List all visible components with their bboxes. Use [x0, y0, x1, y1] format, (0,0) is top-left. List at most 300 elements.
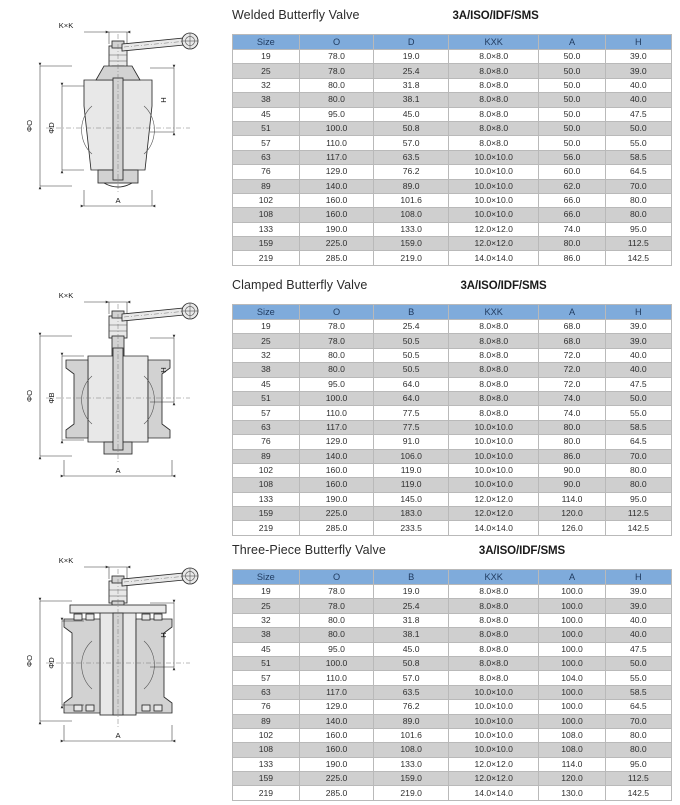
- cell-size: 57: [233, 136, 300, 150]
- column-header-a: A: [539, 570, 605, 585]
- cell-a: 56.0: [539, 150, 605, 164]
- cell-a: 86.0: [539, 449, 605, 463]
- valve-title: Welded Butterfly Valve: [232, 8, 360, 22]
- cell-a: 72.0: [539, 363, 605, 377]
- cell-kxk: 8.0×8.0: [448, 64, 538, 78]
- cell-b: 57.0: [374, 671, 449, 685]
- cell-a: 100.0: [539, 656, 605, 670]
- cell-a: 62.0: [539, 179, 605, 193]
- dimension-label: ΦD: [47, 657, 56, 669]
- cell-h: 64.5: [605, 700, 671, 714]
- column-header-kxk: KXK: [448, 35, 538, 50]
- cell-kxk: 12.0×12.0: [448, 237, 538, 251]
- cell-size: 102: [233, 728, 300, 742]
- column-header-kxk: KXK: [448, 570, 538, 585]
- cell-a: 68.0: [539, 320, 605, 334]
- dimension-label: A: [115, 466, 121, 475]
- header-row: [233, 35, 672, 50]
- cell-h: 55.0: [605, 136, 671, 150]
- cell-h: 80.0: [605, 463, 671, 477]
- valve-drawing-1: [18, 8, 228, 253]
- cell-kxk: 8.0×8.0: [448, 585, 538, 599]
- dimension-label: ΦB: [47, 392, 56, 404]
- cell-kxk: 12.0×12.0: [448, 757, 538, 771]
- valve-spec-table: [232, 569, 672, 801]
- cell-a: 114.0: [539, 757, 605, 771]
- cell-h: 40.0: [605, 613, 671, 627]
- column-header-size: Size: [233, 570, 300, 585]
- table-row: [233, 334, 672, 348]
- cell-size: 133: [233, 492, 300, 506]
- cell-a: 120.0: [539, 507, 605, 521]
- cell-kxk: 8.0×8.0: [448, 320, 538, 334]
- cell-o: 80.0: [299, 348, 374, 362]
- cell-b: 233.5: [374, 521, 449, 535]
- cell-h: 80.0: [605, 193, 671, 207]
- cell-size: 63: [233, 685, 300, 699]
- table-row: [233, 208, 672, 222]
- cell-o: 80.0: [299, 628, 374, 642]
- cell-h: 50.0: [605, 121, 671, 135]
- cell-o: 285.0: [299, 251, 374, 265]
- table-row: [233, 463, 672, 477]
- dimension-label: H: [159, 367, 168, 373]
- cell-h: 80.0: [605, 208, 671, 222]
- table-row: [233, 585, 672, 599]
- cell-a: 100.0: [539, 585, 605, 599]
- cell-h: 50.0: [605, 656, 671, 670]
- cell-kxk: 10.0×10.0: [448, 728, 538, 742]
- column-header-h: H: [605, 35, 671, 50]
- cell-o: 117.0: [299, 150, 374, 164]
- cell-b: 145.0: [374, 492, 449, 506]
- cell-b: 50.5: [374, 363, 449, 377]
- table-header: [233, 305, 672, 320]
- cell-size: 45: [233, 107, 300, 121]
- cell-h: 142.5: [605, 786, 671, 800]
- column-header-b: B: [374, 570, 449, 585]
- cell-o: 110.0: [299, 406, 374, 420]
- cell-d: 63.5: [374, 150, 449, 164]
- cell-b: 63.5: [374, 685, 449, 699]
- dimension-label: ΦO: [25, 390, 34, 402]
- cell-o: 95.0: [299, 642, 374, 656]
- cell-d: 25.4: [374, 64, 449, 78]
- cell-a: 100.0: [539, 714, 605, 728]
- standards-label: 3A/ISO/IDF/SMS: [478, 545, 566, 557]
- cell-size: 38: [233, 628, 300, 642]
- cell-h: 55.0: [605, 406, 671, 420]
- dimension-label: ΦD: [47, 122, 56, 134]
- cell-h: 39.0: [605, 585, 671, 599]
- cell-a: 114.0: [539, 492, 605, 506]
- table-header: [233, 35, 672, 50]
- table-row: [233, 237, 672, 251]
- cell-a: 50.0: [539, 121, 605, 135]
- cell-h: 39.0: [605, 64, 671, 78]
- cell-kxk: 8.0×8.0: [448, 613, 538, 627]
- table-row: [233, 136, 672, 150]
- cell-d: 219.0: [374, 251, 449, 265]
- cell-size: 32: [233, 613, 300, 627]
- cell-kxk: 8.0×8.0: [448, 406, 538, 420]
- valve-drawing-3: [18, 543, 228, 788]
- cell-o: 80.0: [299, 78, 374, 92]
- cell-kxk: 8.0×8.0: [448, 656, 538, 670]
- cell-o: 140.0: [299, 179, 374, 193]
- cell-a: 130.0: [539, 786, 605, 800]
- cell-a: 120.0: [539, 772, 605, 786]
- cell-o: 80.0: [299, 93, 374, 107]
- cell-b: 101.6: [374, 728, 449, 742]
- table-row: [233, 251, 672, 265]
- cell-a: 66.0: [539, 208, 605, 222]
- table-row: [233, 772, 672, 786]
- table-row: [233, 435, 672, 449]
- cell-size: 63: [233, 420, 300, 434]
- cell-b: 106.0: [374, 449, 449, 463]
- cell-kxk: 8.0×8.0: [448, 50, 538, 64]
- valve-spec-table: [232, 304, 672, 536]
- cell-kxk: 10.0×10.0: [448, 449, 538, 463]
- table-row: [233, 449, 672, 463]
- cell-size: 19: [233, 320, 300, 334]
- cell-kxk: 10.0×10.0: [448, 463, 538, 477]
- cell-size: 108: [233, 478, 300, 492]
- cell-o: 160.0: [299, 463, 374, 477]
- table-row: [233, 728, 672, 742]
- cell-a: 100.0: [539, 628, 605, 642]
- cell-b: 108.0: [374, 743, 449, 757]
- table-row: [233, 377, 672, 391]
- cell-o: 225.0: [299, 237, 374, 251]
- cell-h: 47.5: [605, 377, 671, 391]
- cell-o: 129.0: [299, 435, 374, 449]
- cell-size: 25: [233, 64, 300, 78]
- cell-a: 100.0: [539, 685, 605, 699]
- table-row: [233, 478, 672, 492]
- valve-spec-table-container: [232, 8, 672, 266]
- cell-a: 126.0: [539, 521, 605, 535]
- cell-kxk: 8.0×8.0: [448, 391, 538, 405]
- column-header-kxk: KXK: [448, 305, 538, 320]
- cell-b: 38.1: [374, 628, 449, 642]
- cell-kxk: 14.0×14.0: [448, 251, 538, 265]
- cell-h: 80.0: [605, 743, 671, 757]
- table-body: [233, 585, 672, 801]
- valve-spec-table-container: [232, 278, 672, 536]
- cell-kxk: 10.0×10.0: [448, 150, 538, 164]
- cell-h: 40.0: [605, 363, 671, 377]
- cell-size: 102: [233, 463, 300, 477]
- cell-h: 142.5: [605, 521, 671, 535]
- valve-cross-section-drawing: [18, 543, 230, 788]
- cell-h: 40.0: [605, 93, 671, 107]
- table-row: [233, 671, 672, 685]
- cell-o: 78.0: [299, 64, 374, 78]
- cell-kxk: 8.0×8.0: [448, 348, 538, 362]
- cell-h: 55.0: [605, 671, 671, 685]
- cell-o: 95.0: [299, 107, 374, 121]
- valve-cross-section-drawing: [18, 8, 230, 253]
- cell-d: 19.0: [374, 50, 449, 64]
- table-row: [233, 165, 672, 179]
- cell-o: 225.0: [299, 772, 374, 786]
- table-row: [233, 786, 672, 800]
- cell-a: 50.0: [539, 107, 605, 121]
- table-heading-row: [232, 278, 672, 300]
- valve-spec-table: [232, 34, 672, 266]
- cell-a: 50.0: [539, 136, 605, 150]
- dimension-label: ΦO: [25, 120, 34, 132]
- cell-o: 95.0: [299, 377, 374, 391]
- cell-size: 38: [233, 93, 300, 107]
- cell-o: 78.0: [299, 50, 374, 64]
- cell-o: 190.0: [299, 222, 374, 236]
- cell-a: 90.0: [539, 463, 605, 477]
- cell-d: 133.0: [374, 222, 449, 236]
- cell-h: 58.5: [605, 420, 671, 434]
- cell-a: 86.0: [539, 251, 605, 265]
- cell-kxk: 8.0×8.0: [448, 334, 538, 348]
- cell-kxk: 8.0×8.0: [448, 599, 538, 613]
- cell-kxk: 8.0×8.0: [448, 78, 538, 92]
- dimension-label: K×K: [58, 291, 74, 300]
- table-row: [233, 78, 672, 92]
- table-row: [233, 743, 672, 757]
- column-header-a: A: [539, 305, 605, 320]
- cell-o: 160.0: [299, 728, 374, 742]
- table-header: [233, 570, 672, 585]
- cell-h: 95.0: [605, 222, 671, 236]
- cell-o: 140.0: [299, 714, 374, 728]
- cell-a: 100.0: [539, 642, 605, 656]
- cell-kxk: 10.0×10.0: [448, 685, 538, 699]
- cell-size: 32: [233, 348, 300, 362]
- cell-h: 58.5: [605, 685, 671, 699]
- cell-size: 159: [233, 507, 300, 521]
- cell-a: 50.0: [539, 64, 605, 78]
- cell-a: 80.0: [539, 420, 605, 434]
- cell-o: 110.0: [299, 671, 374, 685]
- cell-kxk: 8.0×8.0: [448, 107, 538, 121]
- cell-a: 100.0: [539, 599, 605, 613]
- dimension-label: ΦO: [25, 655, 34, 667]
- cell-o: 160.0: [299, 208, 374, 222]
- table-row: [233, 642, 672, 656]
- cell-h: 39.0: [605, 599, 671, 613]
- cell-h: 95.0: [605, 492, 671, 506]
- cell-kxk: 8.0×8.0: [448, 628, 538, 642]
- table-row: [233, 406, 672, 420]
- cell-kxk: 8.0×8.0: [448, 121, 538, 135]
- column-header-o: O: [299, 570, 374, 585]
- cell-o: 190.0: [299, 492, 374, 506]
- cell-size: 108: [233, 743, 300, 757]
- cell-h: 40.0: [605, 78, 671, 92]
- table-row: [233, 507, 672, 521]
- cell-b: 50.5: [374, 334, 449, 348]
- cell-h: 70.0: [605, 449, 671, 463]
- cell-b: 19.0: [374, 585, 449, 599]
- cell-size: 25: [233, 334, 300, 348]
- cell-b: 183.0: [374, 507, 449, 521]
- cell-a: 80.0: [539, 435, 605, 449]
- table-row: [233, 599, 672, 613]
- cell-size: 25: [233, 599, 300, 613]
- cell-d: 89.0: [374, 179, 449, 193]
- cell-h: 39.0: [605, 334, 671, 348]
- table-row: [233, 179, 672, 193]
- cell-o: 129.0: [299, 165, 374, 179]
- cell-o: 117.0: [299, 420, 374, 434]
- cell-d: 31.8: [374, 78, 449, 92]
- cell-kxk: 8.0×8.0: [448, 671, 538, 685]
- cell-kxk: 10.0×10.0: [448, 193, 538, 207]
- cell-o: 78.0: [299, 585, 374, 599]
- cell-h: 80.0: [605, 728, 671, 742]
- cell-o: 190.0: [299, 757, 374, 771]
- cell-a: 50.0: [539, 78, 605, 92]
- cell-kxk: 10.0×10.0: [448, 714, 538, 728]
- cell-a: 72.0: [539, 377, 605, 391]
- cell-o: 160.0: [299, 478, 374, 492]
- dimension-label: H: [159, 632, 168, 638]
- cell-o: 285.0: [299, 786, 374, 800]
- cell-o: 140.0: [299, 449, 374, 463]
- table-row: [233, 714, 672, 728]
- cell-kxk: 10.0×10.0: [448, 435, 538, 449]
- cell-b: 89.0: [374, 714, 449, 728]
- cell-o: 160.0: [299, 743, 374, 757]
- cell-h: 112.5: [605, 772, 671, 786]
- cell-a: 108.0: [539, 728, 605, 742]
- cell-h: 47.5: [605, 107, 671, 121]
- cell-size: 76: [233, 435, 300, 449]
- cell-o: 80.0: [299, 613, 374, 627]
- cell-size: 219: [233, 521, 300, 535]
- cell-a: 60.0: [539, 165, 605, 179]
- cell-b: 64.0: [374, 377, 449, 391]
- valve-title: Clamped Butterfly Valve: [232, 278, 368, 292]
- column-header-b: B: [374, 305, 449, 320]
- cell-b: 77.5: [374, 420, 449, 434]
- cell-kxk: 12.0×12.0: [448, 492, 538, 506]
- cell-h: 64.5: [605, 165, 671, 179]
- cell-h: 39.0: [605, 320, 671, 334]
- header-row: [233, 570, 672, 585]
- cell-b: 25.4: [374, 599, 449, 613]
- cell-b: 50.5: [374, 348, 449, 362]
- cell-kxk: 10.0×10.0: [448, 165, 538, 179]
- cell-b: 76.2: [374, 700, 449, 714]
- cell-b: 119.0: [374, 463, 449, 477]
- cell-d: 38.1: [374, 93, 449, 107]
- cell-a: 100.0: [539, 700, 605, 714]
- standards-label: 3A/ISO/IDF/SMS: [452, 10, 539, 22]
- cell-a: 80.0: [539, 237, 605, 251]
- table-row: [233, 420, 672, 434]
- cell-size: 19: [233, 50, 300, 64]
- cell-d: 76.2: [374, 165, 449, 179]
- table-row: [233, 193, 672, 207]
- cell-o: 129.0: [299, 700, 374, 714]
- cell-kxk: 10.0×10.0: [448, 743, 538, 757]
- cell-a: 104.0: [539, 671, 605, 685]
- cell-d: 50.8: [374, 121, 449, 135]
- column-header-h: H: [605, 570, 671, 585]
- valve-title: Three-Piece Butterfly Valve: [232, 543, 386, 557]
- cell-size: 219: [233, 251, 300, 265]
- cell-h: 40.0: [605, 348, 671, 362]
- cell-d: 101.6: [374, 193, 449, 207]
- cell-o: 78.0: [299, 320, 374, 334]
- cell-h: 112.5: [605, 237, 671, 251]
- cell-o: 285.0: [299, 521, 374, 535]
- cell-h: 142.5: [605, 251, 671, 265]
- cell-size: 63: [233, 150, 300, 164]
- cell-b: 64.0: [374, 391, 449, 405]
- cell-size: 76: [233, 700, 300, 714]
- table-row: [233, 320, 672, 334]
- cell-b: 219.0: [374, 786, 449, 800]
- cell-kxk: 14.0×14.0: [448, 786, 538, 800]
- cell-kxk: 8.0×8.0: [448, 642, 538, 656]
- cell-h: 70.0: [605, 179, 671, 193]
- cell-a: 68.0: [539, 334, 605, 348]
- cell-kxk: 12.0×12.0: [448, 507, 538, 521]
- table-row: [233, 492, 672, 506]
- cell-h: 47.5: [605, 642, 671, 656]
- cell-size: 159: [233, 237, 300, 251]
- table-row: [233, 685, 672, 699]
- valve-cross-section-drawing: [18, 278, 230, 523]
- cell-a: 66.0: [539, 193, 605, 207]
- column-header-size: Size: [233, 35, 300, 50]
- table-body: [233, 320, 672, 536]
- table-row: [233, 363, 672, 377]
- cell-kxk: 8.0×8.0: [448, 93, 538, 107]
- cell-a: 100.0: [539, 613, 605, 627]
- cell-size: 51: [233, 656, 300, 670]
- cell-size: 89: [233, 179, 300, 193]
- dimension-label: A: [115, 196, 121, 205]
- dimension-label: A: [115, 731, 121, 740]
- table-row: [233, 222, 672, 236]
- cell-kxk: 8.0×8.0: [448, 363, 538, 377]
- cell-b: 119.0: [374, 478, 449, 492]
- column-header-size: Size: [233, 305, 300, 320]
- cell-size: 133: [233, 222, 300, 236]
- cell-b: 159.0: [374, 772, 449, 786]
- table-row: [233, 700, 672, 714]
- cell-size: 102: [233, 193, 300, 207]
- cell-o: 225.0: [299, 507, 374, 521]
- cell-size: 57: [233, 671, 300, 685]
- cell-size: 89: [233, 714, 300, 728]
- cell-o: 78.0: [299, 334, 374, 348]
- cell-o: 78.0: [299, 599, 374, 613]
- cell-o: 110.0: [299, 136, 374, 150]
- table-heading-row: [232, 8, 672, 30]
- table-row: [233, 613, 672, 627]
- cell-kxk: 12.0×12.0: [448, 772, 538, 786]
- valve-spec-table-container: [232, 543, 672, 801]
- dimension-label: H: [159, 97, 168, 103]
- cell-size: 108: [233, 208, 300, 222]
- table-heading-row: [232, 543, 672, 565]
- cell-h: 80.0: [605, 478, 671, 492]
